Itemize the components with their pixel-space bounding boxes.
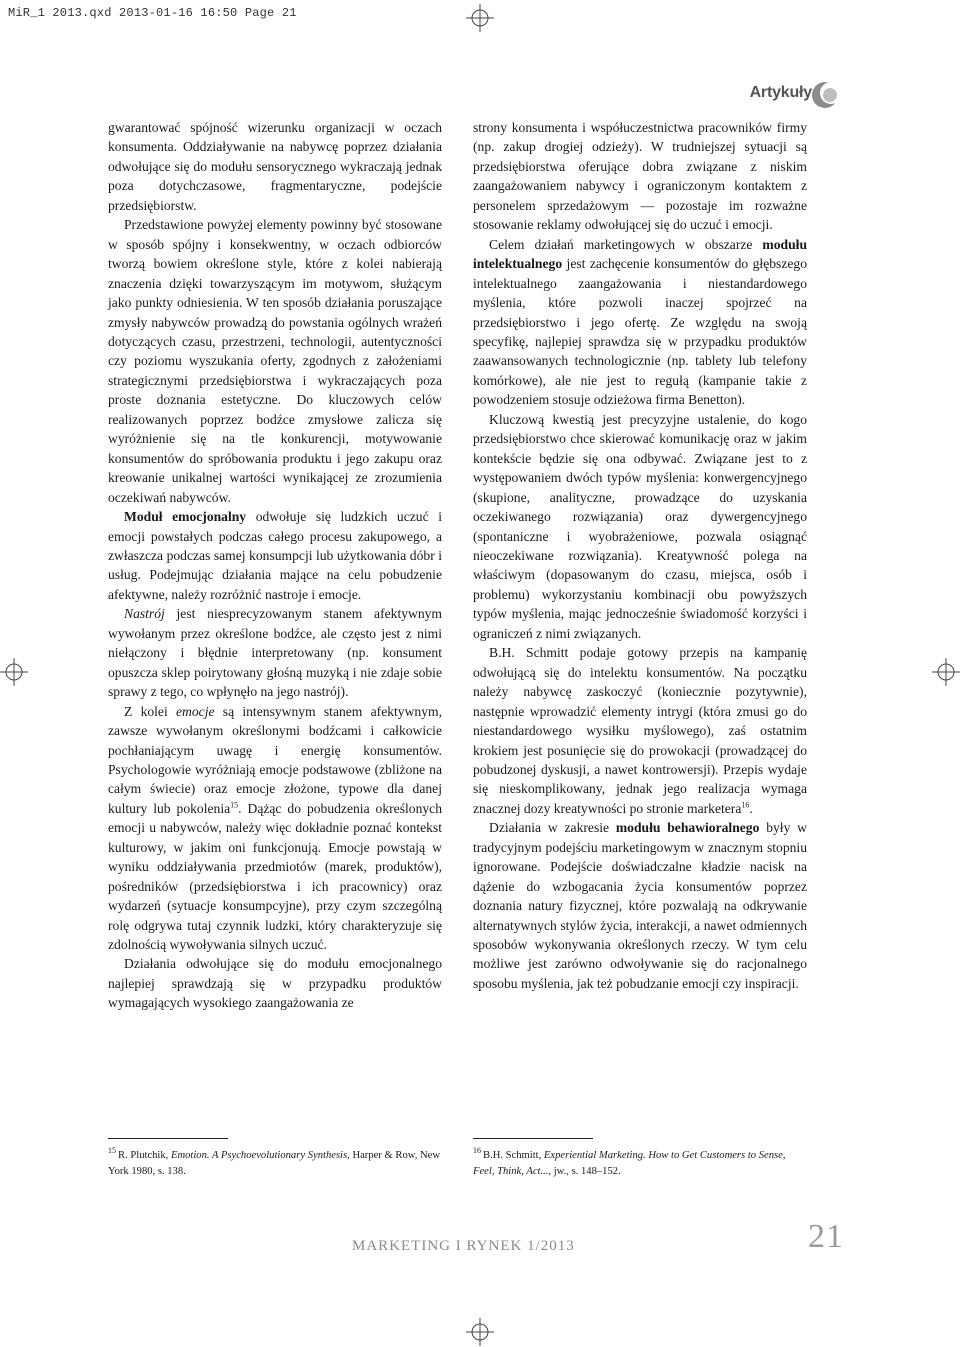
footnote-text: R. Plutchik, <box>118 1150 171 1161</box>
footnote-divider <box>473 1138 593 1139</box>
paragraph-text: . Dążąc do pobudzenia określonych emocji u nabywców, należy więc dokładnie poznać kontekst kulturowy, w jakim oni funkcjonują. Emocje powstają w wyniku oddziaływania przedmiotów (marek, produktów), pośredników (przedsiębiorstwa i ich pracownicy) oraz wydarzeń (sytuacje konsumpcyjne), przy czym szczególną rolę odgrywa tutaj czynnik ludzki, który charakteryzuje się zdolnością wywoływania silnych uczuć. <box>108 800 443 953</box>
paragraph-text: jest zachęcenie konsumentów do głębszego intelektualnego zaangażowania i niestandardowego myślenia, które pozwoli inaczej spojrzeć na przedsiębiorstwo i jego ofertę. Ze względu na swoją specyfikę, najlepiej sprawdza się w przypadku produktów zaawansowanych technologicznie (np. tablety lub telefony komórkowe), ale nie jest to regułą (kampanie takie z powodzeniem stosuje odzieżowa firma Benetton). <box>473 256 807 408</box>
paragraph-text: jest niesprecyzowanym stanem afektywnym wywołanym przez określone bodźce, ale często jest z nimi niełączony i błędnie interpretowany (np. konsument opuszcza sklep poirytowany głośną muzyką i nie zdaje sobie sprawy z tego, co wpłynęło na jego nastrój). <box>108 606 442 700</box>
paragraph <box>108 702 442 955</box>
paragraph-text: . <box>749 800 753 816</box>
paragraph-text: Celem działań marketingowych w obszarze <box>489 236 763 252</box>
footnote-16 <box>473 1148 807 1179</box>
footnote-ref-16[interactable]: 16 <box>741 800 750 810</box>
paragraph-text: Z kolei <box>124 703 177 719</box>
term-behavioral-module: modułu behawioralnego <box>615 820 760 836</box>
paragraph: strony konsumenta i współuczestnictwa pracowników firmy (np. zakup drogiej odzieży). W trudniejszej sytuacji są przedsiębiorstwa oferujące dobra związane z niskim zaangażowaniem nabywcy i ograniczonym kontaktem z personelem sprzedażowym — pozostaje im rozważne stosowanie reklamy odwołującej się do uczuć i emocji. <box>473 120 807 233</box>
paragraph: Działania odwołujące się do modułu emocjonalnego najlepiej sprawdzają się w przypadku produktów wymagających wysokiego zaangażowania ze <box>108 956 442 1011</box>
registration-mark-right-icon <box>932 658 960 686</box>
paragraph <box>473 235 807 410</box>
running-title: MARKETING I RYNEK 1/2013 <box>352 1238 575 1254</box>
footnote-number: 16 <box>473 1146 481 1156</box>
term-emotional-module: Moduł emocjonalny <box>124 509 247 525</box>
paragraph: Kluczową kwestią jest precyzyjne ustalenie, do kogo przedsiębiorstwo chce skierować komunikację oraz w jakim kontekście będzie się ona odbywać. Związane jest to z występowaniem dwóch typów myślenia: konwergencyjnego (skupione, analityczne, prowadzące do uzyskania oczekiwanego rozwiązania) oraz dywergencyjnego (spontaniczne i wyobrażeniowe, pozwala osiągnąć nieoczekiwane rozwiązania). Kreatywność polega na właściwym (dopasowanym do czasu, miejsca, osób i problemu) wykorzystaniu kombinacji obu powyższych typów myślenia, mając jednocześnie świadomość korzyści i ograniczeń z nimi związanych. <box>473 411 807 641</box>
footnote-15 <box>108 1148 442 1179</box>
paragraph-text: były w tradycyjnym podejściu marketingowym w znacznym stopniu ignorowane. Podejście doświadczalne kładzie nacisk na dążenie do wzbogacania życia konsumentów poprzez doznania natury fizycznej, które pozwalają na odkrywanie alternatywnych stylów życia, interakcji, a nawet odmiennych sposobów wykonywania określonych rzeczy. W tym celu możliwe jest zarówno odwoływanie się do racjonalnego sposobu myślenia, jak też pobudzanie emocji czy inspiracji. <box>473 820 807 991</box>
registration-mark-top-icon <box>466 4 494 32</box>
paragraph-text: odwołuje się ludzkich uczuć i emocji powstałych podczas całego procesu zakupowego, a zwłaszcza podczas samej konsumpcji lub użytkowania dóbr i usług. Podejmując działania mające na celu pobudzenie afektywne, należy rozróżnić nastroje i emocje. <box>108 509 442 602</box>
term-mood: Nastrój <box>124 606 165 622</box>
paragraph <box>108 604 442 701</box>
footnote-text: B.H. Schmitt, <box>483 1150 544 1161</box>
paragraph <box>473 818 807 993</box>
paragraph-text: Działania w zakresie <box>489 820 616 836</box>
left-column <box>108 118 442 1013</box>
paragraph: Przedstawione powyżej elementy powinny być stosowane w sposób spójny i konsekwentny, w oczach odbiorców tworzą bowiem określone style, które z kolei nabierają znaczenia dzięki towarzyszącym im motywom, służącym jako punkty odniesienia. W ten sposób działania poruszające zmysły nabywców prowadzą do powstania ogólnych wrażeń dotyczących czasu, przestrzeni, technologii, autentyczności czy poziomu wyszukania oferty, zgodnych z założeniami strategicznymi przedsiębiorstwa i wykraczających poza proste doznania estetyczne. Do kluczowych celów realizowanych poprzez bodźce zmysłowe zalicza się wyróżnienie się na tle konkurencji, motywowanie konsumentów do spróbowania produktu i jego zakupu oraz kreowanie unikalnej wartości wynikającej ze zrozumienia oczekiwań nabywców. <box>108 217 442 505</box>
page-number: 21 <box>808 1218 844 1255</box>
footnote-divider <box>108 1138 228 1139</box>
paragraph <box>108 507 442 604</box>
paragraph-text: są intensywnym stanem afektywnym, zawsze wywołanym określonymi bodźcami i całkowicie pochłaniającym uwagę i energię konsumentów. Psychologowie wyróżniają emocje podstawowe (zbliżone na całym świecie) oraz emocje złożone, typowe dla danej kultury lub pokolenia <box>108 703 442 816</box>
footnote-text: , Harper & Row, New York 1980, s. 138. <box>108 1150 441 1177</box>
print-slug: MiR_1 2013.qxd 2013-01-16 16:50 Page 21 <box>8 6 297 20</box>
paragraph-text: B.H. Schmitt podaje gotowy przepis na kampanię odwołującą się do intelektu konsumentów. Na początku należy nabywcę zaskoczyć (koniecznie pozytywnie), następnie wprowadzić elementy intrygi (która zmusi go do niestandardowego wysiłku myślowego), zaś ostatnim krokiem jest posunięcie się do prowokacji (prowadzącej do pobudzonej dyskusji, a nawet kontrowersji). Przepis wydaje się nieskomplikowany, jednak jego realizacja wymaga znacznej dozy kreatywności po stronie marketera <box>473 645 807 816</box>
footnote-ref-15[interactable]: 15 <box>230 800 239 810</box>
footnote-text: , jw., s. 148–152. <box>548 1165 621 1177</box>
footnote-title: Experiential Marketing. How to Get Customers to Sense, Feel, Think, Act... <box>473 1150 786 1177</box>
paragraph: gwarantować spójność wizerunku organizacji w oczach konsumenta. Oddziaływanie na nabywcę poprzez działania odwołujące się do modułu sensorycznego wykraczają jednak poza dotychczasowe, fragmentaryczne, podejście przedsiębiorstw. <box>108 120 442 213</box>
registration-mark-bottom-icon <box>466 1318 494 1346</box>
registration-mark-left-icon <box>0 658 28 686</box>
term-intellectual-module: modułu intelektualnego <box>473 236 807 272</box>
section-label: Artykuły <box>749 84 812 101</box>
footnote-title: Emotion. A Psychoevolutionary Synthesis <box>170 1150 348 1161</box>
right-column <box>473 118 807 993</box>
section-moon-icon <box>810 80 840 110</box>
term-emotions: emocje <box>176 703 215 719</box>
paragraph <box>473 643 807 818</box>
footnote-number: 15 <box>108 1146 116 1156</box>
